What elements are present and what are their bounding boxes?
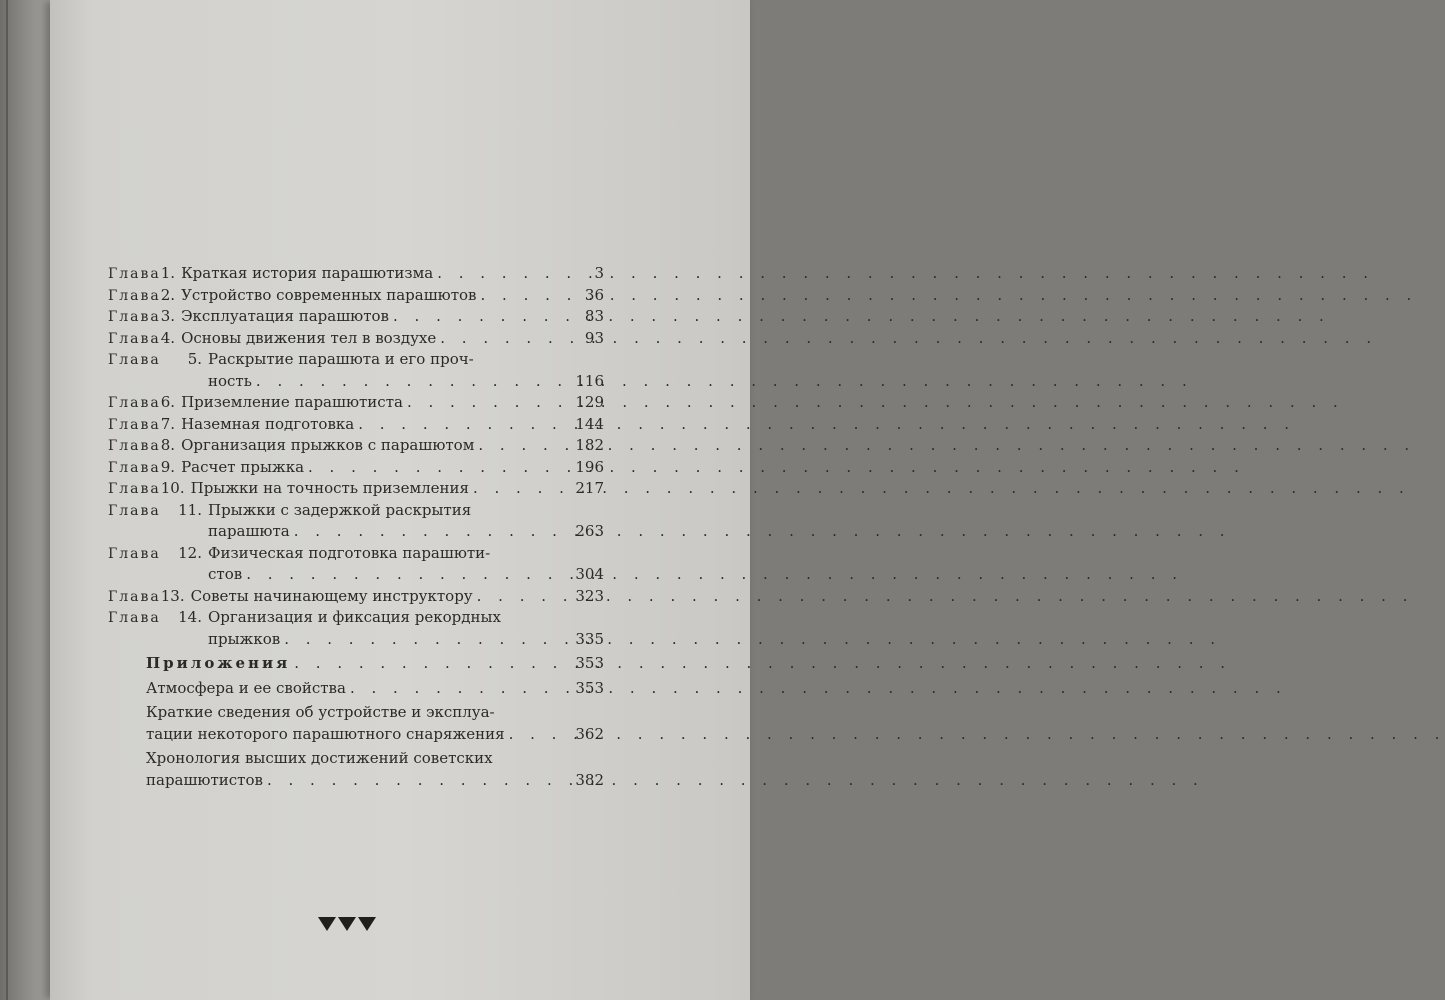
dot-leader xyxy=(304,457,575,479)
page-number: 116 xyxy=(575,371,604,390)
dot-leader xyxy=(252,371,575,393)
chapter-title: Устройство современных парашютов xyxy=(181,285,477,304)
page-number: 335 xyxy=(575,629,604,648)
table-of-contents xyxy=(108,263,604,791)
chapter-number: 13. xyxy=(160,586,185,605)
chapter-label: Глава xyxy=(108,588,161,605)
page-number: 182 xyxy=(575,436,604,454)
toc-chapter-entry xyxy=(108,349,604,392)
chapter-title: Физическая подготовка парашюти- xyxy=(208,543,491,562)
dot-leader xyxy=(473,586,576,608)
dot-leader xyxy=(505,724,576,746)
chapter-label: Глава xyxy=(108,610,161,626)
dot-leader xyxy=(469,478,575,500)
chapter-label: Глава xyxy=(108,438,161,454)
page-number: 196 xyxy=(575,457,604,476)
page-number: 129 xyxy=(575,393,604,411)
dot-leader xyxy=(433,263,594,285)
dot-leader xyxy=(474,435,575,457)
chapter-number: 6. xyxy=(160,393,176,411)
toc-chapter-entry xyxy=(108,435,604,457)
triangle-ornament-icon xyxy=(358,917,376,931)
chapter-title: Советы начинающему инструктору xyxy=(190,586,473,605)
dot-leader xyxy=(436,328,585,350)
toc-chapter-entry xyxy=(108,392,604,414)
page-number: 353 xyxy=(575,678,604,697)
appendix-title: тации некоторого парашютного снаряжения xyxy=(146,724,505,743)
dot-leader xyxy=(389,306,585,328)
chapter-label: Глава xyxy=(108,459,161,476)
dot-leader xyxy=(346,678,575,700)
page-number: 353 xyxy=(575,654,604,672)
chapter-title: прыжков xyxy=(208,629,281,648)
toc-chapter-entry xyxy=(108,328,604,350)
toc-chapter-entry xyxy=(108,586,604,608)
chapter-number: 2. xyxy=(160,285,176,304)
page-number: 323 xyxy=(575,586,604,605)
chapter-number: 3. xyxy=(160,307,176,325)
page-number: 263 xyxy=(575,522,604,540)
page-number: 217 xyxy=(575,479,604,497)
toc-chapter-entry xyxy=(108,414,604,436)
toc-appendix-entry xyxy=(108,678,604,700)
chapter-label: Глава xyxy=(108,502,161,519)
appendix-title: парашютистов xyxy=(146,770,263,789)
page-number: 36 xyxy=(584,285,604,304)
toc-chapter-entry xyxy=(108,306,604,328)
chapter-label: Глава xyxy=(108,352,161,368)
chapter-number: 10. xyxy=(160,479,185,497)
chapter-label: Глава xyxy=(108,416,161,433)
chapter-label: Глава xyxy=(108,309,161,325)
chapter-number: 4. xyxy=(160,328,176,347)
triangle-ornament xyxy=(318,917,376,931)
page-number: 382 xyxy=(575,770,604,789)
chapter-title: ность xyxy=(208,371,252,390)
chapter-label: Глава xyxy=(108,330,161,347)
chapter-title: Наземная подготовка xyxy=(181,414,355,433)
chapter-title: Краткая история парашютизма xyxy=(181,264,434,282)
toc-chapter-entry xyxy=(108,285,604,307)
dot-leader xyxy=(403,392,575,414)
dot-leader xyxy=(354,414,575,436)
chapter-label: Глава xyxy=(108,545,161,562)
chapter-title: Раскрытие парашюта и его проч- xyxy=(208,350,474,368)
chapter-number: 1. xyxy=(160,264,176,282)
chapter-number: 8. xyxy=(160,436,176,454)
appendix-title: Хронология высших достижений советских xyxy=(146,749,493,767)
dot-leader xyxy=(280,629,575,651)
chapter-label: Глава xyxy=(108,481,161,497)
toc-chapter-entry xyxy=(108,457,604,479)
toc-appendix-entry xyxy=(108,702,604,745)
chapter-title: Расчет прыжка xyxy=(181,457,305,476)
dot-leader xyxy=(290,653,575,675)
chapter-title: Приземление парашютиста xyxy=(181,393,403,411)
appendix-title: Краткие сведения об устройстве и эксплуа- xyxy=(146,703,495,721)
chapter-number: 14. xyxy=(178,608,202,626)
chapter-number: 5. xyxy=(187,350,202,368)
chapter-title: Организация прыжков с парашютом xyxy=(181,436,475,454)
chapter-title: Прыжки на точность приземления xyxy=(190,479,469,497)
chapter-list xyxy=(108,263,604,650)
chapter-title: Организация и фиксация рекордных xyxy=(208,608,501,626)
appendix-heading: Приложения xyxy=(146,654,291,672)
chapter-number: 12. xyxy=(178,543,202,562)
appendix-title: Атмосфера и ее свойства xyxy=(146,678,346,697)
page-number: 144 xyxy=(575,414,604,433)
chapter-label: Глава xyxy=(108,287,161,304)
chapter-number: 9. xyxy=(160,457,176,476)
dot-leader xyxy=(263,770,575,792)
chapter-label: Глава xyxy=(108,266,161,282)
page-number: 93 xyxy=(584,328,604,347)
toc-chapter-entry xyxy=(108,500,604,543)
chapter-number: 7. xyxy=(160,414,176,433)
chapter-title: Эксплуатация парашютов xyxy=(181,307,389,325)
dot-leader xyxy=(290,521,576,543)
chapter-title: Прыжки с задержкой раскрытия xyxy=(208,500,472,519)
page-number: 362 xyxy=(575,724,604,743)
toc-appendix-entry xyxy=(108,748,604,791)
toc-chapter-entry xyxy=(108,263,604,285)
triangle-ornament-icon xyxy=(318,917,336,931)
appendix-list xyxy=(108,653,604,791)
dot-leader xyxy=(477,285,585,307)
chapter-label: Глава xyxy=(108,395,161,411)
spine-line xyxy=(6,0,8,1000)
toc-chapter-entry xyxy=(108,478,604,500)
toc-chapter-entry xyxy=(108,543,604,586)
page-number: 83 xyxy=(584,307,604,325)
dot-leader xyxy=(242,564,575,586)
chapter-title: парашюта xyxy=(208,522,290,540)
page-number: 304 xyxy=(575,565,604,583)
triangle-ornament-icon xyxy=(338,917,356,931)
chapter-number: 11. xyxy=(178,500,202,519)
chapter-title: стов xyxy=(208,565,243,583)
page-number: 3 xyxy=(594,264,604,282)
chapter-title: Основы движения тел в воздухе xyxy=(181,328,437,347)
toc-chapter-entry xyxy=(108,607,604,650)
